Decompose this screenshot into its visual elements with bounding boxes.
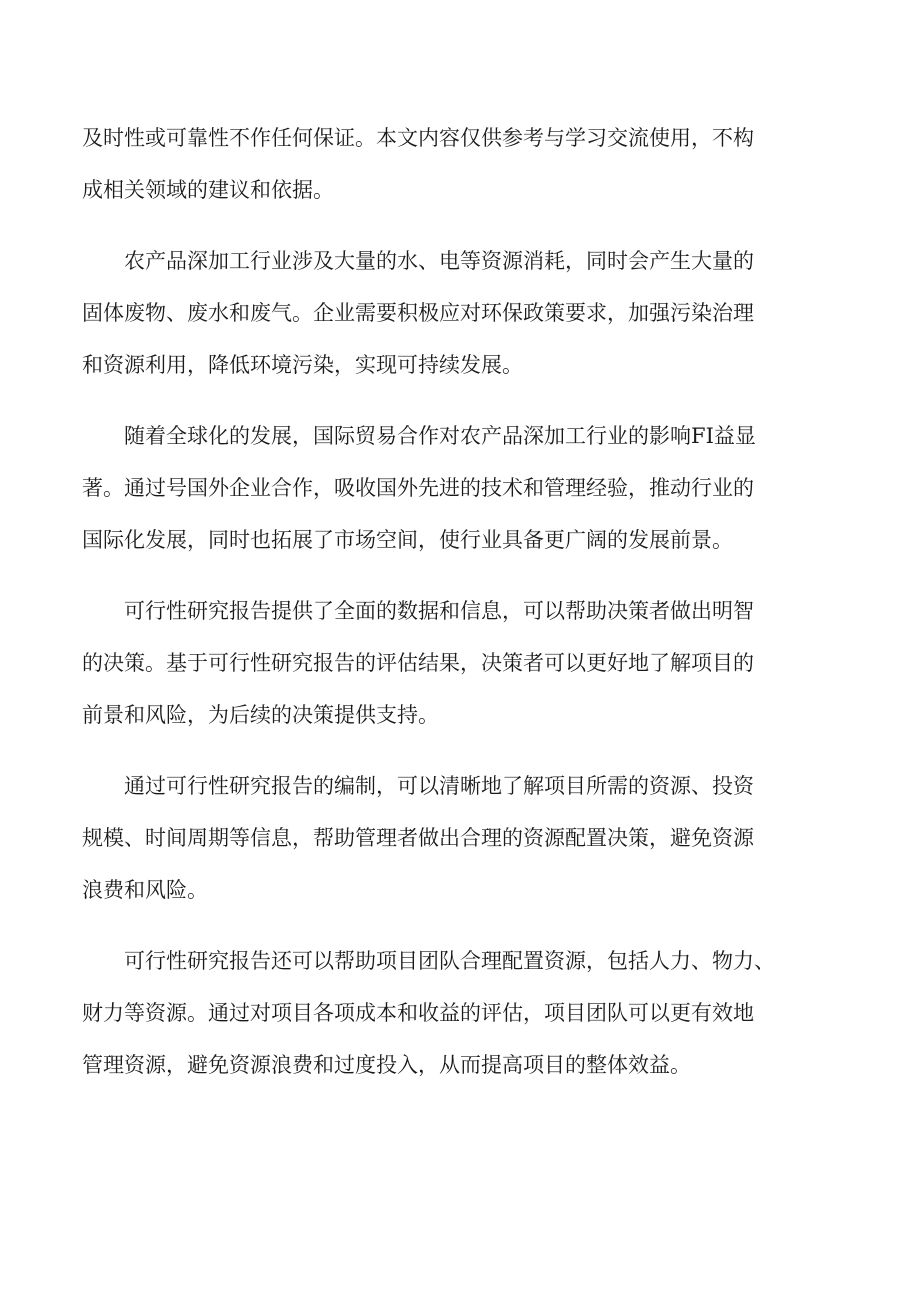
text-line: 著。通过号国外企业合作，吸收国外先进的技术和管理经验，推动行业的 xyxy=(82,476,754,500)
text-line: 前景和风险，为后续的决策提供支持。 xyxy=(82,703,439,727)
paragraph-decision-support xyxy=(82,585,842,741)
paragraph-resource-planning xyxy=(82,760,842,916)
text-line: 随着全球化的发展，国际贸易合作对农产品深加工行业的影响FI益显 xyxy=(124,424,756,448)
text-line: 财力等资源。通过对项目各项成本和收益的评估，项目团队可以更有效地 xyxy=(82,1001,754,1025)
text-line: 浪费和风险。 xyxy=(82,878,208,902)
text-line: 的决策。基于可行性研究报告的评估结果，决策者可以更好地了解项目的 xyxy=(82,651,754,675)
paragraph-disclaimer-continued xyxy=(82,112,842,216)
text-line: 农产品深加工行业涉及大量的水、电等资源消耗，同时会产生大量的 xyxy=(124,249,754,273)
text-line: 成相关领域的建议和依据。 xyxy=(82,178,334,202)
text-line: 通过可行性研究报告的编制，可以清晰地了解项目所需的资源、投资 xyxy=(124,774,754,798)
text-line: 可行性研究报告还可以帮助项目团队合理配置资源，包括人力、物力、 xyxy=(124,949,775,973)
text-line: 国际化发展，同时也拓展了市场空间，使行业具备更广阔的发展前景。 xyxy=(82,528,733,552)
text-line: 可行性研究报告提供了全面的数据和信息，可以帮助决策者做出明智 xyxy=(124,599,754,623)
document-body xyxy=(82,112,842,1110)
text-line: 规模、时间周期等信息，帮助管理者做出合理的资源配置决策，避免资源 xyxy=(82,826,754,850)
text-line: 固体废物、废水和废气。企业需要积极应对环保政策要求，加强污染治理 xyxy=(82,301,754,325)
text-line: 管理资源，避免资源浪费和过度投入，从而提高项目的整体效益。 xyxy=(82,1053,691,1077)
paragraph-environment xyxy=(82,235,842,391)
text-line: 及时性或可靠性不作任何保证。本文内容仅供参考与学习交流使用，不构 xyxy=(82,126,754,150)
text-line: 和资源利用，降低环境污染，实现可持续发展。 xyxy=(82,353,523,377)
paragraph-globalization xyxy=(82,410,842,566)
paragraph-resource-allocation xyxy=(82,935,842,1091)
